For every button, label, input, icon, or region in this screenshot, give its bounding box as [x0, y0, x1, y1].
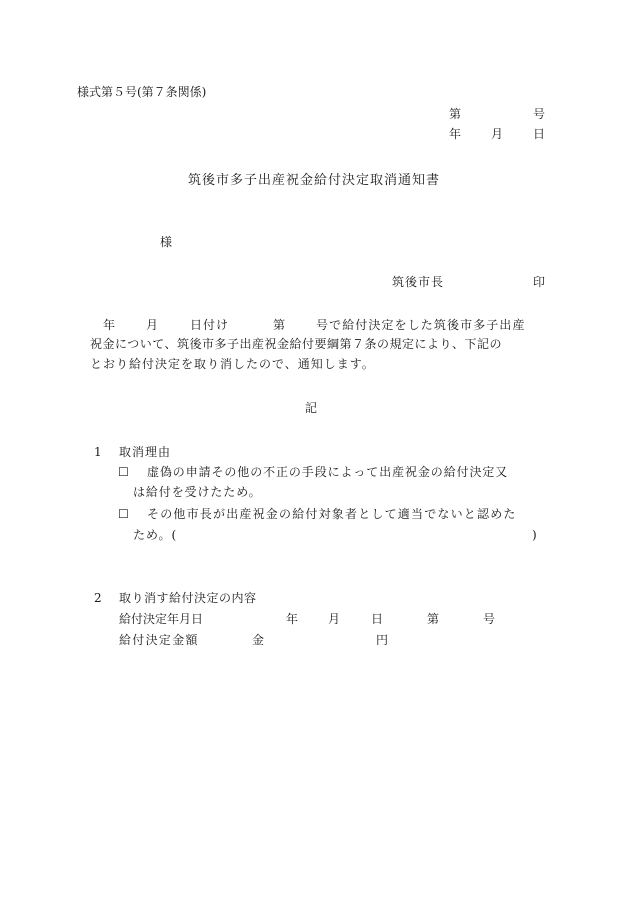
decision-date-month: 月 [328, 612, 341, 626]
addressee-suffix: 様 [160, 235, 173, 249]
body-number-prefix: 第 [273, 318, 286, 332]
document-title: 筑後市多子出産祝金給付決定取消通知書 [188, 173, 441, 188]
option2-line1: その他市長が出産祝金の給付対象者として適当でないと認めた [147, 507, 517, 521]
form-label: 様式第５号(第７条関係) [77, 85, 207, 99]
body-day: 日付け [190, 318, 230, 332]
option1-checkbox-icon: ☐ [118, 465, 129, 479]
decision-number-prefix: 第 [427, 612, 440, 626]
issuer-name: 筑後市長 [392, 275, 445, 289]
option2-line2-close: ) [532, 528, 537, 542]
body-month: 月 [146, 318, 159, 332]
option2-checkbox-icon: ☐ [118, 507, 129, 521]
option1-line2: は給付を受けたため。 [133, 485, 262, 499]
body-year: 年 [103, 318, 116, 332]
option1-line1: 虚偽の申請その他の不正の手段によって出産祝金の給付決定又 [147, 465, 509, 479]
issue-date-month: 月 [491, 127, 504, 141]
option2-line2-open: ため。( [133, 528, 178, 542]
doc-number-prefix: 第 [449, 107, 462, 121]
issue-date-year: 年 [449, 127, 462, 141]
body-line1-rest: 号で給付決定をした筑後市多子出産 [316, 318, 526, 332]
decision-amount-label: 給付決定金額 [119, 633, 199, 647]
body-line3: とおり給付決定を取り消したので、通知します。 [90, 357, 375, 371]
decision-date-label: 給付決定年月日 [119, 612, 204, 626]
decision-amount-suffix: 円 [376, 633, 389, 647]
decision-date-year: 年 [286, 612, 299, 626]
decision-amount-prefix: 金 [252, 633, 265, 647]
section2-heading: 取り消す給付決定の内容 [119, 591, 257, 605]
section2-number: 2 [94, 591, 102, 605]
decision-number-suffix: 号 [483, 612, 496, 626]
section1-heading: 取消理由 [119, 445, 172, 459]
issuer-seal: 印 [533, 275, 546, 289]
ki-heading: 記 [305, 401, 318, 415]
doc-number-suffix: 号 [533, 107, 546, 121]
issue-date-day: 日 [533, 127, 546, 141]
decision-date-day: 日 [371, 612, 384, 626]
body-line2: 祝金について、筑後市多子出産祝金給付要綱第７条の規定により、下記の [90, 337, 503, 351]
section1-number: 1 [94, 445, 102, 459]
